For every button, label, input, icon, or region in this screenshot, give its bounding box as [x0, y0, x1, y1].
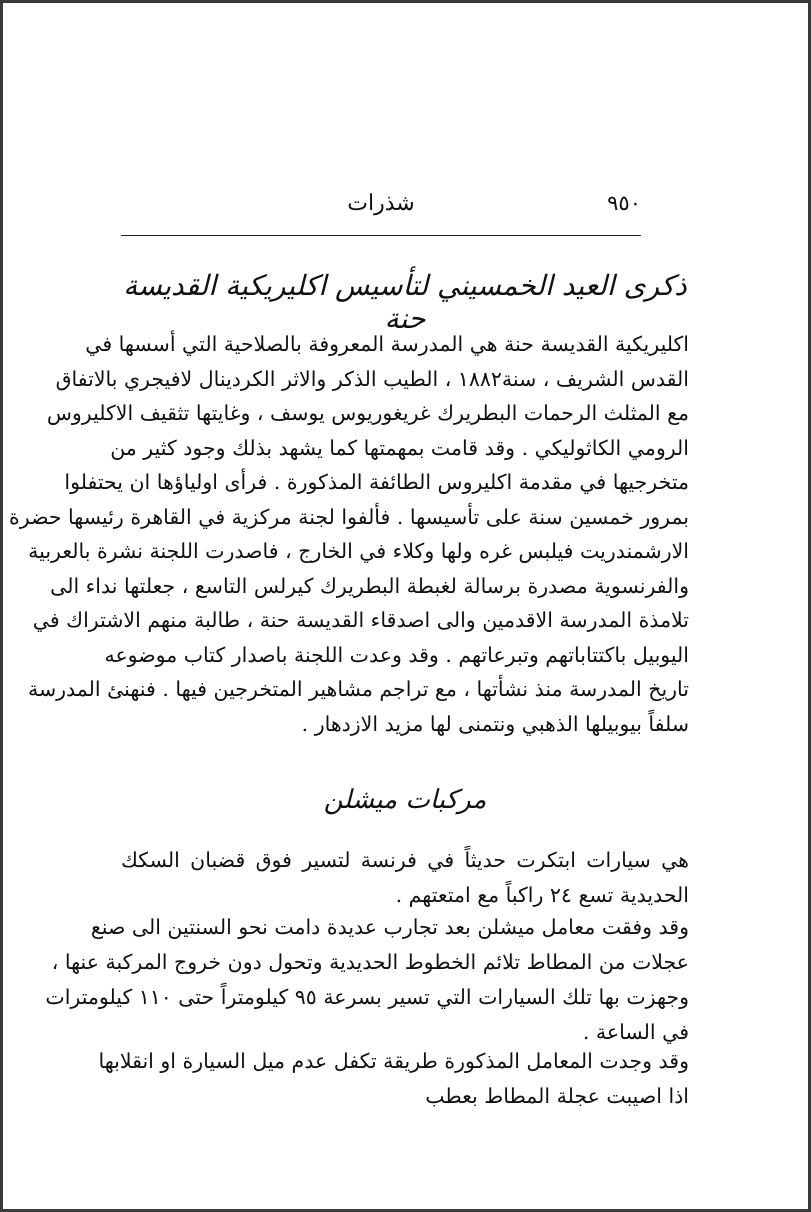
- text-line: سلفاً بيوبيلها الذهبي ونتمنى لها مزيد الازدهار .: [301, 711, 689, 736]
- text-line: تاريخ المدرسة منذ نشأتها ، مع تراجم مشاهير المتخرجين فيها . فنهنئ المدرسة: [27, 677, 689, 701]
- text-line: اكليريكية القديسة حنة هي المدرسة المعروفة بالصلاحية التي أسسها في: [85, 332, 689, 356]
- text-line: هي سيارات ابتكرت حديثاً في فرنسة لتسير فوق قضبان السكك: [121, 848, 689, 872]
- paragraph-michelin-1: [121, 843, 689, 913]
- text-line: متخرجيها في مقدمة اكليروس الطائفة المذكورة . فرأى اولياؤها ان يحتفلوا: [64, 470, 689, 494]
- text-line: وقد وفقت معامل ميشلن بعد تجارب عديدة دامت نحو السنتين الى صنع: [90, 915, 689, 939]
- paragraph-michelin-3: [98, 1044, 689, 1114]
- running-title: شذرات: [347, 191, 415, 216]
- text-line: بمرور خمسين سنة على تأسيسها . فألفوا لجنة مركزية في القاهرة رئيسها حضرة: [9, 504, 689, 529]
- text-line: وجهزت بها تلك السيارات التي تسير بسرعة ٩٥ كيلومتراً حتى ١١٠ كيلومترات: [45, 985, 689, 1009]
- text-line: وقد وجدت المعامل المذكورة طريقة تكفل عدم ميل السيارة او انقلابها: [98, 1049, 689, 1073]
- text-line: القدس الشريف ، سنة١٨٨٢ ، الطيب الذكر والاثر الكردينال لافيجري بالاتفاق: [55, 366, 689, 391]
- text-line: الرومي الكاثوليكي . وقد قامت بمهمتها كما يشهد بذلك وجود كثير من: [110, 435, 689, 460]
- text-line: مع المثلث الرحمات البطريرك غريغوريوس يوسف ، وغايتها تثقيف الاكليروس: [46, 401, 689, 425]
- text-line: عجلات من المطاط تلائم الخطوط الحديدية وتحول دون خروج المركبة عنها ،: [51, 950, 689, 974]
- text-line: الارشمندريت فيلبس غره ولها وكلاء في الخارج ، فاصدرت اللجنة نشرة بالعربية: [28, 539, 689, 563]
- text-line: اذا اصيبت عجلة المطاط بعطب: [425, 1084, 689, 1108]
- paragraph-michelin-2: [45, 910, 689, 1050]
- text-line: في الساعة .: [582, 1020, 689, 1044]
- page-header: [121, 191, 641, 231]
- section-title-jubilee: ذكرى العيد الخمسيني لتأسيس اكليريكية القديسة حنة: [123, 269, 687, 335]
- header-rule: [121, 235, 641, 236]
- paragraph-jubilee: [9, 327, 689, 741]
- section-title-michelin: مركبات ميشلن: [323, 785, 487, 815]
- text-line: تلامذة المدرسة الاقدمين والى اصدقاء القديسة حنة ، طالبة منهم الاشتراك في: [32, 608, 689, 632]
- page-number: ٩٥٠: [607, 191, 641, 215]
- text-line: اليوبيل باكتتاباتهم وتبرعاتهم . وقد وعدت اللجنة باصدار كتاب موضوعه: [104, 642, 689, 667]
- text-line: والفرنسوية مصدرة برسالة لغبطة البطريرك كيرلس التاسع ، جعلتها نداء الى: [50, 573, 689, 598]
- text-line: الحديدية تسع ٢٤ راكباً مع امتعتهم .: [395, 883, 689, 907]
